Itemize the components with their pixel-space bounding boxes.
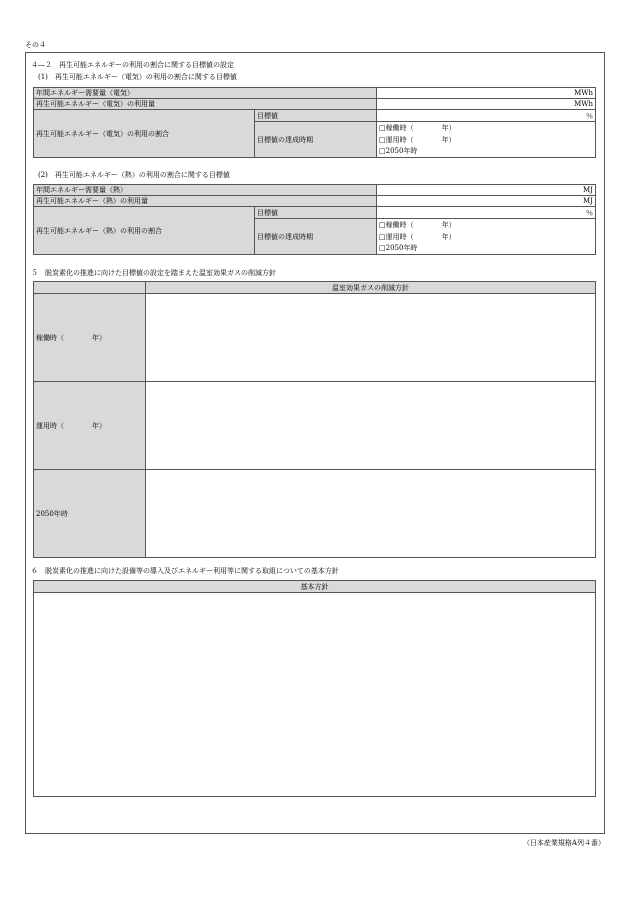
ghg-row-operation-start-input[interactable] bbox=[146, 294, 596, 382]
ghg-header-blank bbox=[34, 282, 146, 294]
elec-renewable-label: 再生可能エネルギー（電気）の利用量 bbox=[34, 99, 377, 110]
electricity-table bbox=[33, 87, 596, 158]
section-4-2-1-subtitle: (1) 再生可能エネルギー（電気）の利用の割合に関する目標値 bbox=[38, 73, 237, 81]
section-4-2-2-subtitle: (2) 再生可能エネルギー（熱）の利用の割合に関する目標値 bbox=[38, 171, 230, 179]
elec-opt-2050[interactable]: □2050年時 bbox=[377, 146, 596, 158]
heat-achieve-label: 目標値の達成時期 bbox=[255, 219, 377, 255]
heat-opt-2050[interactable]: □2050年時 bbox=[377, 243, 596, 255]
elec-target-unit[interactable]: ％ bbox=[377, 110, 596, 122]
elec-opt-operation[interactable]: □運用時（ 年） bbox=[377, 134, 596, 146]
heat-renewable-label: 再生可能エネルギー（熱）の利用量 bbox=[34, 196, 377, 207]
heat-target-label: 目標値 bbox=[255, 207, 377, 219]
elec-ratio-label: 再生可能エネルギー（電気）の利用の割合 bbox=[34, 110, 255, 158]
elec-demand-unit[interactable]: MWh bbox=[377, 88, 596, 99]
ghg-col-header: 温室効果ガスの削減方針 bbox=[146, 282, 596, 294]
heat-opt-operation[interactable]: □運用時（ 年） bbox=[377, 231, 596, 243]
elec-demand-label: 年間エネルギー需要量（電気） bbox=[34, 88, 377, 99]
ghg-row-operation-start-label: 稼働時（ 年） bbox=[34, 294, 146, 382]
heat-ratio-label: 再生可能エネルギー（熱）の利用の割合 bbox=[34, 207, 255, 255]
page-label: その４ bbox=[25, 41, 46, 49]
ghg-row-2050-input[interactable] bbox=[146, 470, 596, 558]
elec-opt-operation-start[interactable]: □稼働時（ 年） bbox=[377, 122, 596, 134]
basic-policy-header: 基本方針 bbox=[34, 581, 596, 593]
footer-note: （日本産業規格A列４番） bbox=[522, 839, 605, 847]
heat-demand-unit[interactable]: MJ bbox=[377, 185, 596, 196]
heat-renewable-unit[interactable]: MJ bbox=[377, 196, 596, 207]
heat-opt-operation-start[interactable]: □稼働時（ 年） bbox=[377, 219, 596, 231]
heat-target-unit[interactable]: ％ bbox=[377, 207, 596, 219]
heat-table bbox=[33, 184, 596, 255]
section-6-title: ６ 脱炭素化の推進に向けた設備等の導入及びエネルギー利用等に関する取組についての基本方針 bbox=[31, 567, 339, 575]
basic-policy-input[interactable] bbox=[34, 593, 596, 797]
heat-demand-label: 年間エネルギー需要量（熱） bbox=[34, 185, 377, 196]
section-5-title: ５ 脱炭素化の推進に向けた目標値の設定を踏まえた温室効果ガスの削減方針 bbox=[31, 269, 276, 277]
elec-achieve-label: 目標値の達成時期 bbox=[255, 122, 377, 158]
basic-policy-table bbox=[33, 580, 596, 797]
ghg-row-operation-input[interactable] bbox=[146, 382, 596, 470]
ghg-row-operation-label: 運用時（ 年） bbox=[34, 382, 146, 470]
section-4-2-title: ４―２ 再生可能エネルギーの利用の割合に関する目標値の設定 bbox=[31, 61, 234, 69]
ghg-reduction-table bbox=[33, 281, 596, 558]
ghg-row-2050-label: 2050年時 bbox=[34, 470, 146, 558]
elec-renewable-unit[interactable]: MWh bbox=[377, 99, 596, 110]
elec-target-label: 目標値 bbox=[255, 110, 377, 122]
